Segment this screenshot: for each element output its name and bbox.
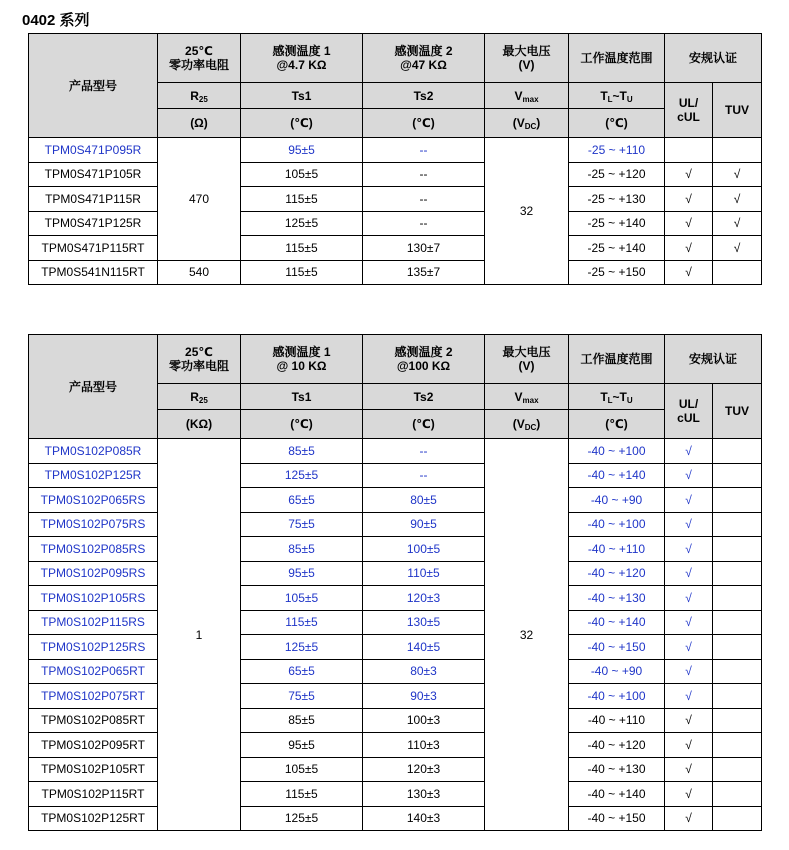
ts2-cell: 130±7	[363, 236, 485, 261]
ts2-cell: 120±3	[363, 586, 485, 611]
ts2-cell: 135±7	[363, 260, 485, 285]
temp-range-cell: -40 ~ +100	[569, 684, 665, 709]
ts1-cell: 125±5	[241, 211, 363, 236]
temp-range-cell: -25 ~ +110	[569, 138, 665, 163]
ul-cul-check: √	[665, 586, 713, 611]
tuv-check	[713, 260, 762, 285]
ul-cul-check: √	[665, 439, 713, 464]
tuv-check: √	[713, 162, 762, 187]
temp-range-cell: -40 ~ +100	[569, 512, 665, 537]
ul-cul-check: √	[665, 187, 713, 212]
part-number-cell: TPM0S541N115RT	[29, 260, 158, 285]
ts2-cell: --	[363, 439, 485, 464]
header-range-unit: (℃)	[569, 410, 665, 439]
ul-cul-check: √	[665, 512, 713, 537]
ts1-cell: 95±5	[241, 138, 363, 163]
ts1-cell: 95±5	[241, 733, 363, 758]
header-vmax: 最大电压 (V)	[485, 34, 569, 83]
table-row	[29, 610, 762, 635]
header-ts1-unit: (℃)	[241, 109, 363, 138]
ts2-cell: 130±5	[363, 610, 485, 635]
ul-cul-check: √	[665, 236, 713, 261]
table-row	[29, 463, 762, 488]
part-number-cell: TPM0S471P095R	[29, 138, 158, 163]
ul-cul-check: √	[665, 610, 713, 635]
table-row	[29, 138, 762, 163]
ul-cul-check	[665, 138, 713, 163]
header-ul-cul: UL/ cUL	[665, 83, 713, 138]
part-number-cell: TPM0S102P095RT	[29, 733, 158, 758]
tuv-check	[713, 708, 762, 733]
table-row	[29, 782, 762, 807]
resistance-cell: 540	[158, 260, 241, 285]
tuv-check	[713, 684, 762, 709]
header-ts1: 感测温度 1 @ 10 KΩ	[241, 335, 363, 384]
header-ts1-symbol: Ts1	[241, 83, 363, 109]
tuv-check	[713, 561, 762, 586]
table-row	[29, 537, 762, 562]
temp-range-cell: -40 ~ +140	[569, 610, 665, 635]
part-number-cell: TPM0S102P075RS	[29, 512, 158, 537]
header-range-symbol: $T_L\sim T_U$	[569, 384, 665, 410]
table-row	[29, 635, 762, 660]
temp-range-cell: -40 ~ +150	[569, 635, 665, 660]
header-ts1-symbol: Ts1	[241, 384, 363, 410]
temp-range-cell: -40 ~ +130	[569, 586, 665, 611]
temp-range-cell: -25 ~ +140	[569, 211, 665, 236]
ul-cul-check: √	[665, 211, 713, 236]
ts2-cell: 140±3	[363, 806, 485, 831]
part-number-cell: TPM0S102P115RS	[29, 610, 158, 635]
table-row	[29, 187, 762, 212]
table-row	[29, 488, 762, 513]
ts1-cell: 125±5	[241, 463, 363, 488]
tuv-check	[713, 610, 762, 635]
ul-cul-check: √	[665, 733, 713, 758]
part-number-cell: TPM0S102P125RT	[29, 806, 158, 831]
part-number-cell: TPM0S471P115RT	[29, 236, 158, 261]
tuv-check: √	[713, 211, 762, 236]
header-part-number: 产品型号	[29, 34, 158, 138]
ts2-cell: --	[363, 162, 485, 187]
ts1-cell: 105±5	[241, 162, 363, 187]
tuv-check	[713, 488, 762, 513]
temp-range-cell: -40 ~ +130	[569, 757, 665, 782]
header-certification: 安规认证	[665, 335, 762, 384]
ts2-cell: 130±3	[363, 782, 485, 807]
table-row	[29, 806, 762, 831]
header-vmax-unit: $(V_{DC})$	[485, 410, 569, 439]
ts1-cell: 105±5	[241, 757, 363, 782]
vmax-cell: 32	[485, 439, 569, 831]
table-row	[29, 260, 762, 285]
header-ts2-symbol: Ts2	[363, 83, 485, 109]
table-row	[29, 162, 762, 187]
temp-range-cell: -25 ~ +120	[569, 162, 665, 187]
ts2-cell: --	[363, 187, 485, 212]
part-number-cell: TPM0S102P125R	[29, 463, 158, 488]
header-vmax: 最大电压 (V)	[485, 335, 569, 384]
ts2-cell: --	[363, 463, 485, 488]
ts2-cell: 140±5	[363, 635, 485, 660]
table-row	[29, 684, 762, 709]
header-certification: 安规认证	[665, 34, 762, 83]
tuv-check	[713, 512, 762, 537]
header-temp-range: 工作温度范围	[569, 335, 665, 384]
part-number-cell: TPM0S102P085R	[29, 439, 158, 464]
ts2-cell: --	[363, 138, 485, 163]
temp-range-cell: -40 ~ +120	[569, 733, 665, 758]
ts1-cell: 125±5	[241, 635, 363, 660]
tuv-check	[713, 586, 762, 611]
temp-range-cell: -40 ~ +150	[569, 806, 665, 831]
header-ts2-unit: (℃)	[363, 109, 485, 138]
tuv-check	[713, 806, 762, 831]
table-row	[29, 512, 762, 537]
tuv-check	[713, 463, 762, 488]
ul-cul-check: √	[665, 463, 713, 488]
header-range-symbol: $T_L\sim T_U$	[569, 83, 665, 109]
resistance-cell: 1	[158, 439, 241, 831]
header-tuv: TUV	[713, 384, 762, 439]
header-tuv: TUV	[713, 83, 762, 138]
ts1-cell: 115±5	[241, 187, 363, 212]
ul-cul-check: √	[665, 708, 713, 733]
ul-cul-check: √	[665, 561, 713, 586]
table-row	[29, 757, 762, 782]
header-temp-range: 工作温度范围	[569, 34, 665, 83]
ul-cul-check: √	[665, 488, 713, 513]
temp-range-cell: -25 ~ +150	[569, 260, 665, 285]
temp-range-cell: -40 ~ +120	[569, 561, 665, 586]
temp-range-cell: -25 ~ +130	[569, 187, 665, 212]
temp-range-cell: -40 ~ +90	[569, 488, 665, 513]
temp-range-cell: -40 ~ +100	[569, 439, 665, 464]
ts1-cell: 115±5	[241, 260, 363, 285]
part-number-cell: TPM0S102P065RT	[29, 659, 158, 684]
header-ts1-unit: (℃)	[241, 410, 363, 439]
table-row	[29, 733, 762, 758]
table-row	[29, 211, 762, 236]
ts1-cell: 75±5	[241, 684, 363, 709]
tuv-check	[713, 782, 762, 807]
part-number-cell: TPM0S102P075RT	[29, 684, 158, 709]
temp-range-cell: -40 ~ +140	[569, 463, 665, 488]
ts1-cell: 125±5	[241, 806, 363, 831]
ts1-cell: 115±5	[241, 782, 363, 807]
part-number-cell: TPM0S102P095RS	[29, 561, 158, 586]
table-row	[29, 236, 762, 261]
ul-cul-check: √	[665, 537, 713, 562]
tuv-check: √	[713, 187, 762, 212]
header-r25-symbol: $R_{25}$	[158, 384, 241, 410]
header-ts2-symbol: Ts2	[363, 384, 485, 410]
ts1-cell: 115±5	[241, 236, 363, 261]
ts2-cell: --	[363, 211, 485, 236]
ul-cul-check: √	[665, 635, 713, 660]
temp-range-cell: -40 ~ +110	[569, 537, 665, 562]
ts2-cell: 110±3	[363, 733, 485, 758]
header-r25-unit: (KΩ)	[158, 410, 241, 439]
header-vmax-unit: $(V_{DC})$	[485, 109, 569, 138]
part-number-cell: TPM0S102P105RT	[29, 757, 158, 782]
header-vmax-symbol: $V_{max}$	[485, 384, 569, 410]
tuv-check: √	[713, 236, 762, 261]
ts2-cell: 110±5	[363, 561, 485, 586]
ul-cul-check: √	[665, 659, 713, 684]
ul-cul-check: √	[665, 806, 713, 831]
table-row	[29, 586, 762, 611]
temp-range-cell: -25 ~ +140	[569, 236, 665, 261]
header-ts2-unit: (℃)	[363, 410, 485, 439]
ts1-cell: 85±5	[241, 537, 363, 562]
tuv-check	[713, 439, 762, 464]
ts1-cell: 65±5	[241, 659, 363, 684]
tuv-check	[713, 635, 762, 660]
ts2-cell: 90±3	[363, 684, 485, 709]
header-r25-unit: (Ω)	[158, 109, 241, 138]
ts1-cell: 95±5	[241, 561, 363, 586]
ts2-cell: 100±5	[363, 537, 485, 562]
part-number-cell: TPM0S102P085RS	[29, 537, 158, 562]
ts2-cell: 80±3	[363, 659, 485, 684]
ts2-cell: 90±5	[363, 512, 485, 537]
table-row	[29, 659, 762, 684]
ul-cul-check: √	[665, 684, 713, 709]
ts1-cell: 115±5	[241, 610, 363, 635]
ul-cul-check: √	[665, 782, 713, 807]
header-r25: 25℃ 零功率电阻	[158, 335, 241, 384]
ts2-cell: 100±3	[363, 708, 485, 733]
tuv-check	[713, 757, 762, 782]
part-number-cell: TPM0S102P085RT	[29, 708, 158, 733]
ts1-cell: 105±5	[241, 586, 363, 611]
table-row	[29, 561, 762, 586]
header-ts1: 感测温度 1 @4.7 KΩ	[241, 34, 363, 83]
ts1-cell: 65±5	[241, 488, 363, 513]
part-number-cell: TPM0S102P125RS	[29, 635, 158, 660]
header-r25-symbol: $R_{25}$	[158, 83, 241, 109]
header-ts2: 感测温度 2 @47 KΩ	[363, 34, 485, 83]
part-number-cell: TPM0S102P115RT	[29, 782, 158, 807]
tuv-check	[713, 733, 762, 758]
ts2-cell: 120±3	[363, 757, 485, 782]
header-ul-cul: UL/ cUL	[665, 384, 713, 439]
header-part-number: 产品型号	[29, 335, 158, 439]
tuv-check	[713, 659, 762, 684]
spec-table-1k	[28, 334, 762, 831]
part-number-cell: TPM0S471P125R	[29, 211, 158, 236]
header-range-unit: (℃)	[569, 109, 665, 138]
part-number-cell: TPM0S471P105R	[29, 162, 158, 187]
ts1-cell: 85±5	[241, 439, 363, 464]
temp-range-cell: -40 ~ +90	[569, 659, 665, 684]
header-r25: 25℃ 零功率电阻	[158, 34, 241, 83]
part-number-cell: TPM0S471P115R	[29, 187, 158, 212]
ul-cul-check: √	[665, 162, 713, 187]
vmax-cell: 32	[485, 138, 569, 285]
ul-cul-check: √	[665, 757, 713, 782]
table-row	[29, 439, 762, 464]
ts1-cell: 85±5	[241, 708, 363, 733]
ts2-cell: 80±5	[363, 488, 485, 513]
part-number-cell: TPM0S102P065RS	[29, 488, 158, 513]
tuv-check	[713, 537, 762, 562]
temp-range-cell: -40 ~ +110	[569, 708, 665, 733]
header-ts2: 感测温度 2 @100 KΩ	[363, 335, 485, 384]
ul-cul-check: √	[665, 260, 713, 285]
tuv-check	[713, 138, 762, 163]
part-number-cell: TPM0S102P105RS	[29, 586, 158, 611]
spec-table-4k7	[28, 33, 762, 285]
header-vmax-symbol: $V_{max}$	[485, 83, 569, 109]
temp-range-cell: -40 ~ +140	[569, 782, 665, 807]
ts1-cell: 75±5	[241, 512, 363, 537]
page-title: 0402 系列	[22, 12, 90, 29]
table-row	[29, 708, 762, 733]
resistance-cell: 470	[158, 138, 241, 261]
